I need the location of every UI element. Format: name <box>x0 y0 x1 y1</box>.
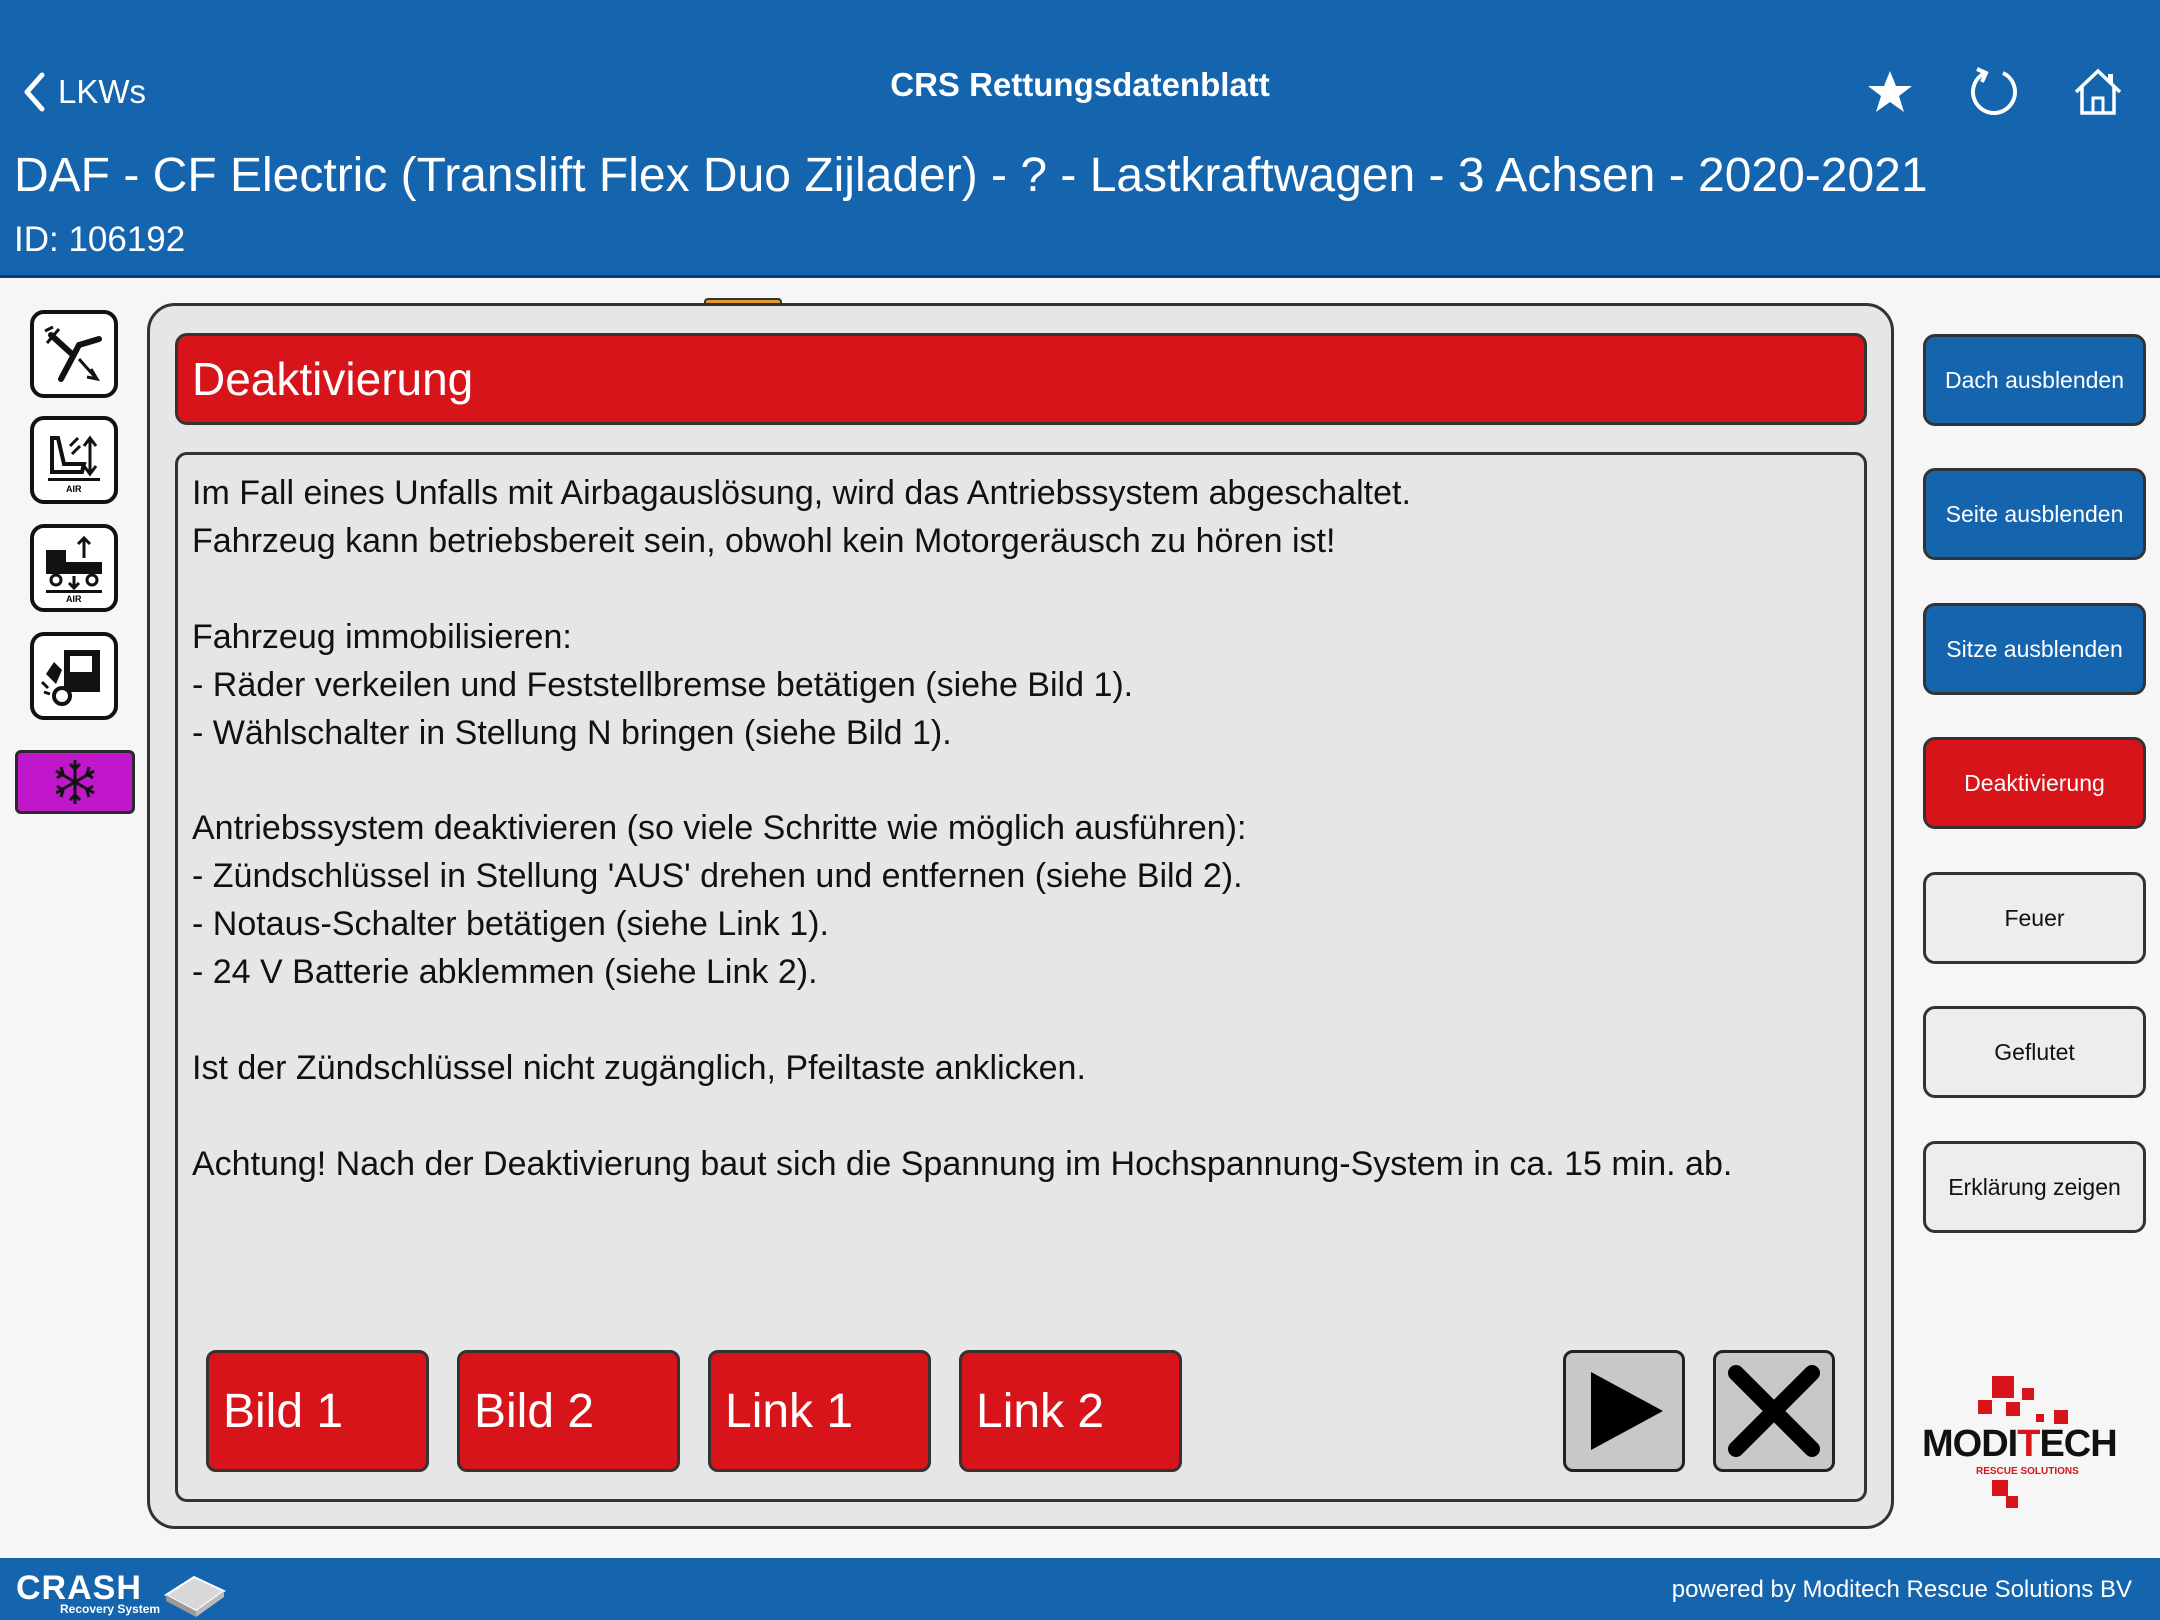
vehicle-id: ID: 106192 <box>14 220 186 259</box>
snowflake-icon[interactable] <box>15 750 135 814</box>
chevron-left-icon <box>22 72 46 112</box>
svg-text:AIR: AIR <box>66 594 82 604</box>
truck-air-icon[interactable] <box>30 524 118 612</box>
page-title: CRS Rettungsdatenblatt <box>890 66 1270 103</box>
refresh-icon[interactable] <box>1962 60 2026 124</box>
bild-1-button[interactable]: Bild 1 <box>206 1350 429 1472</box>
crash-logo <box>16 1565 226 1617</box>
svg-text:MODITECH: MODITECH <box>1922 1423 2117 1465</box>
dach-ausblenden-button[interactable]: Dach ausblenden <box>1923 334 2146 426</box>
section-title: Deaktivierung <box>192 353 474 405</box>
link-2-button[interactable]: Link 2 <box>959 1350 1182 1472</box>
erklaerung-zeigen-button[interactable]: Erklärung zeigen <box>1923 1141 2146 1233</box>
svg-text:CRASH: CRASH <box>16 1569 142 1607</box>
back-label: LKWs <box>58 73 147 110</box>
feuer-button[interactable]: Feuer <box>1923 872 2146 964</box>
home-icon[interactable] <box>2066 60 2130 124</box>
sitze-ausblenden-button[interactable]: Sitze ausblenden <box>1923 603 2146 695</box>
link-1-button[interactable]: Link 1 <box>708 1350 931 1472</box>
vehicle-title: DAF - CF Electric (Translift Flex Duo Zijlader) - ? - Lastkraftwagen - 3 Achsen - 2020-2021 <box>14 149 1928 202</box>
star-icon[interactable] <box>1858 60 1922 124</box>
close-icon <box>1724 1361 1824 1461</box>
seat-air-icon[interactable] <box>30 416 118 504</box>
svg-text:Recovery System: Recovery System <box>60 1602 161 1616</box>
instructions-text: Im Fall eines Unfalls mit Airbagauslösung, wird das Antriebssystem abgeschaltet. Fahrzeug kann betriebsbereit sein, obwohl kein Motorgeräusch zu hören ist! Fahrzeug immobilisieren: - Räder verkeilen und Feststellbremse betätigen (siehe Bild 1). - Wählschalter in Stellung N bringen (siehe Bild 1). Antriebssystem deaktivieren (so viele Schritte wie möglich ausführen): - Zündschlüssel in Stellung 'AUS' drehen und entfernen (siehe Bild 2). - Notaus-Schalter betätigen (siehe Link 1). - 24 V Batterie abklemmen (siehe Link 2). Ist der Zündschlüssel nicht zugänglich, Pfeiltaste anklicken. Achtung! Nach der Deaktivierung baut sich die Spannung im Hochspannung-System in ca. 15 min. ab. <box>192 474 1733 1183</box>
deaktivierung-button[interactable]: Deaktivierung <box>1923 737 2146 829</box>
cut-icon[interactable] <box>30 310 118 398</box>
bild-2-button[interactable]: Bild 2 <box>457 1350 680 1472</box>
close-button[interactable] <box>1713 1350 1835 1472</box>
crash-truck-icon[interactable] <box>30 632 118 720</box>
back-button[interactable] <box>22 62 146 122</box>
svg-text:RESCUE SOLUTIONS: RESCUE SOLUTIONS <box>1976 1466 2079 1477</box>
top-bar <box>0 0 2160 278</box>
next-button[interactable] <box>1563 1350 1685 1472</box>
seite-ausblenden-button[interactable]: Seite ausblenden <box>1923 468 2146 560</box>
svg-text:AIR: AIR <box>66 484 82 494</box>
moditech-logo <box>1920 1370 2150 1520</box>
geflutet-button[interactable]: Geflutet <box>1923 1006 2146 1098</box>
footer-credit: powered by Moditech Rescue Solutions BV <box>1671 1576 2132 1603</box>
play-arrow-icon <box>1579 1366 1669 1456</box>
